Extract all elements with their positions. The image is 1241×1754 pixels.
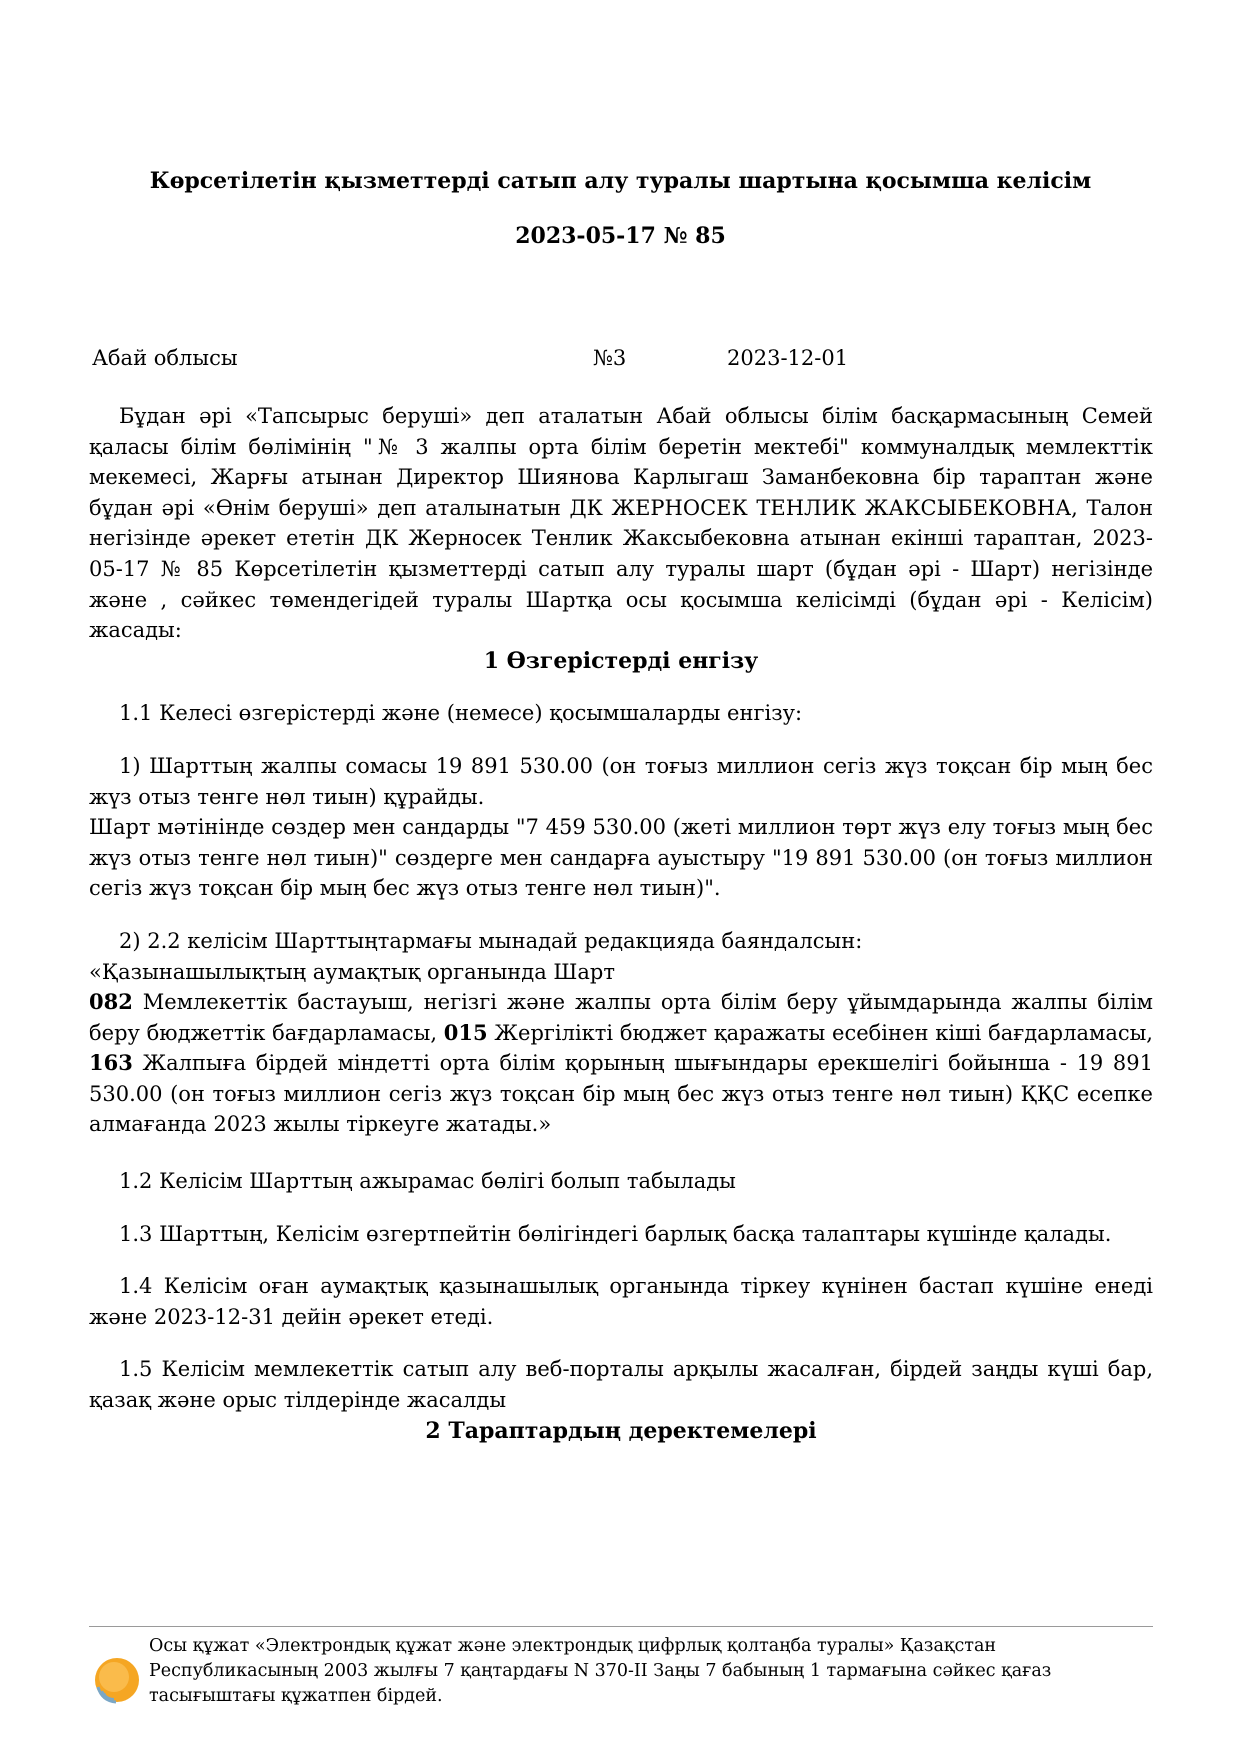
item-2-quote-start: «Қазынашылықтың аумақтық органында Шарт <box>89 959 615 984</box>
document-date: 2023-12-01 <box>727 346 849 370</box>
section-1-heading: 1 Өзгерістерді енгізу <box>483 647 759 674</box>
egov-emblem-icon <box>92 1655 142 1705</box>
region-label: Абай облысы <box>92 346 238 370</box>
clause-1-4: 1.4 Келісім оған аумақтық қазынашылық органында тіркеу күнінен бастап күшіне енеді және 2023-12-31 дейін әрекет етеді. <box>89 1274 1153 1329</box>
section-2-heading: 2 Тараптардың деректемелері <box>425 1417 817 1444</box>
expense-code: 163 <box>89 1050 133 1076</box>
budget-program-paragraph <box>89 987 1153 1140</box>
clause-1-2: 1.2 Келісім Шарттың ажырамас бөлігі болып табылады <box>119 1169 736 1194</box>
budget-program-text: Мемлекеттік бастауыш, негізгі және жалпы орта білім беру ұйымдарында жалпы білім беру бюджеттік бағдарламасы, <box>89 990 1153 1045</box>
item-1-replacement: Шарт мәтінінде сөздер мен сандарды "7 459 530.00 (жеті миллион төрт жүз елу тоғыз мың бес жүз отыз тенге нөл тиын)" сөздерге мен сандарға ауыстыру "19 891 530.00 (он тоғыз миллион сегіз жүз тоқсан бір мың бес жүз отыз тенге нөл тиын)". <box>89 815 1153 901</box>
footer-divider <box>89 1626 1153 1627</box>
budget-program-code: 082 <box>89 989 133 1015</box>
document-number-line: 2023-05-17 № 85 <box>515 223 726 249</box>
item-1-paragraph: 1) Шарттың жалпы сомасы 19 891 530.00 (он тоғыз миллион сегіз жүз тоқсан бір мың бес жүз отыз тенге нөл тиын) құрайды. <box>89 753 1153 809</box>
sub-program-text: Жергілікті бюджет қаражаты есебінен кіші бағдарламасы, <box>487 1020 1153 1045</box>
intro-paragraph: Бұдан әрі «Тапсырыс беруші» деп аталатын Абай облысы білім басқармасының Семей қаласы білім бөлімінің "№ 3 жалпы орта білім беретін мектебі" коммуналдық мемлекттік мекемесі, Жарғы атынан Директор Шиянова Карлыгаш Заманбековна бір тараптан және бұдан әрі «Өнім беруші» деп аталынатын ДК ЖЕРНОСЕК ТЕНЛИК ЖАКСЫБЕКОВНА, Талон негізінде әрекет ететін ДК Жерносек Тенлик Жаксыбековна атынан екінші тараптан, 2023-05-17 № 85 Көрсетілетін қызметтерді сатып алу туралы шарт (бұдан әрі - Шарт) негізінде және , сәйкес төмендегідей туралы Шартқа осы қосымша келісімді (бұдан әрі - Келісім) жасады: <box>89 404 1153 643</box>
item-2-paragraph: 2) 2.2 келісім Шарттыңтармағы мынадай редакцияда баяндалсын: <box>119 928 863 953</box>
document-body <box>89 401 1153 1446</box>
footer-legal-note: Осы құжат «Электрондық құжат және электрондық цифрлық қолтаңба туралы» Қазақстан Республикасының 2003 жылғы 7 қаңтардағы N 370-II Заңы 7 бабының 1 тармағына сәйкес қағаз тасығыштағы құжатпен бірдей. <box>149 1636 1052 1706</box>
clause-1-1: 1.1 Келесі өзгерістерді және (немесе) қосымшаларды енгізу: <box>119 701 803 726</box>
document-number: №3 <box>593 346 627 370</box>
clause-1-3: 1.3 Шарттың, Келісім өзгертпейтін бөлігіндегі барлық басқа талаптары күшінде қалады. <box>119 1221 1112 1246</box>
sub-program-code: 015 <box>443 1019 488 1045</box>
expense-text: Жалпыға бірдей міндетті орта білім қорының шығындары ерекшелігі бойынша - 19 891 530.00 (он тоғыз миллион сегіз жүз тоқсан бір мың бес жүз отыз тенге нөл тиын) ҚҚС есепке алмағанда 2023 жылы тіркеуге жатады.» <box>89 1051 1153 1137</box>
clause-1-5: 1.5 Келісім мемлекеттік сатып алу веб-порталы арқылы жасалған, бірдей заңды күші бар, қазақ және орыс тілдерінде жасалды <box>89 1357 1153 1413</box>
document-title: Көрсетілетін қызметтерді сатып алу туралы шартына қосымша келісім <box>149 168 1092 194</box>
